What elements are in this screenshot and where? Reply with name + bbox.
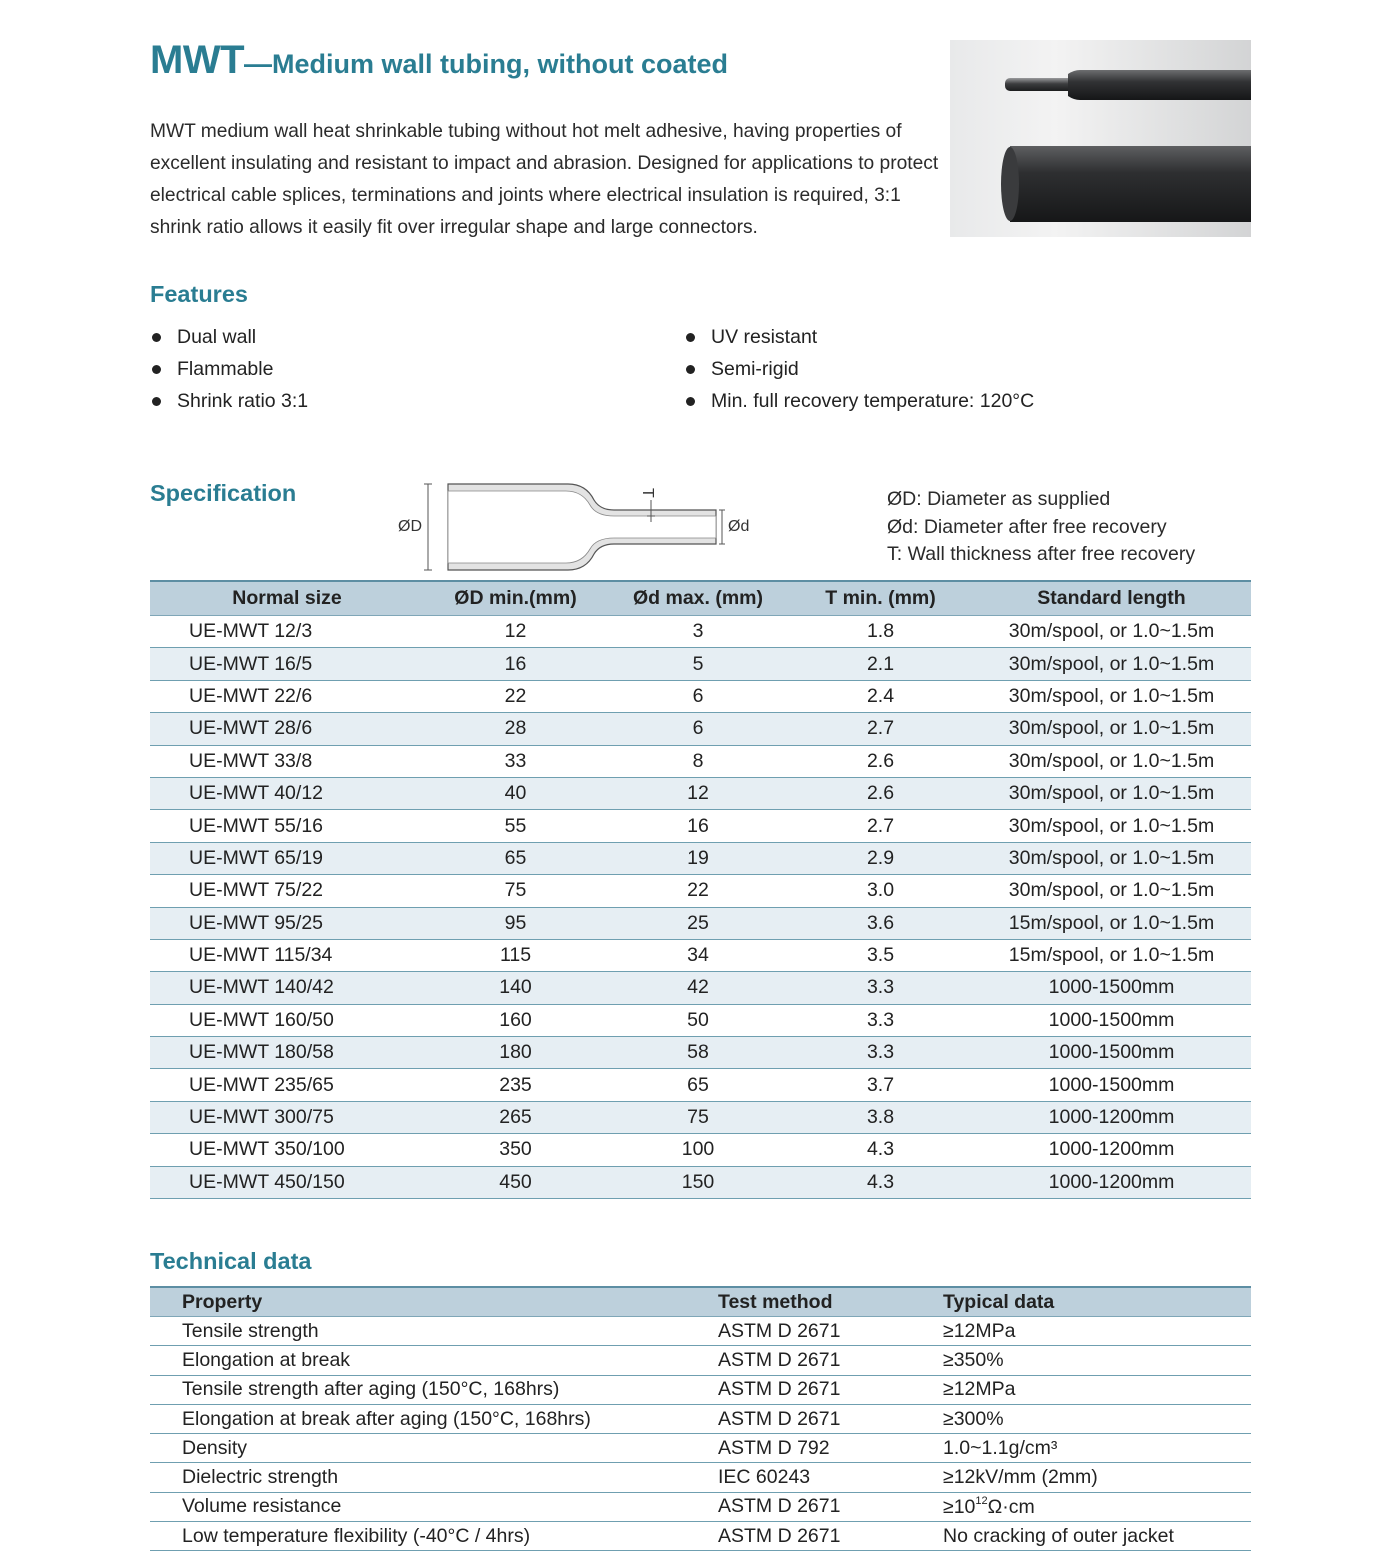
table-cell: Tensile strength after aging (150°C, 168hrs) (150, 1375, 718, 1404)
table-cell: 1000-1500mm (972, 1069, 1251, 1101)
table-cell: ASTM D 2671 (718, 1404, 943, 1433)
table-cell: 1000-1200mm (972, 1166, 1251, 1198)
table-cell: ASTM D 2671 (718, 1522, 943, 1551)
table-row (150, 842, 1251, 874)
table-cell: 6 (607, 713, 789, 745)
volume-base: ≥10 (943, 1495, 976, 1518)
table-cell: UE-MWT 180/58 (150, 1037, 424, 1069)
table-cell: 50 (607, 1004, 789, 1036)
table-cell: UE-MWT 75/22 (150, 875, 424, 907)
column-header: ØD min.(mm) (424, 581, 607, 616)
column-header: Standard length (972, 581, 1251, 616)
table-cell: UE-MWT 235/65 (150, 1069, 424, 1101)
product-subtitle: Medium wall tubing, without coated (272, 49, 728, 79)
table-cell: 2.7 (789, 713, 972, 745)
table-cell: 2.6 (789, 745, 972, 777)
table-cell: 100 (607, 1134, 789, 1166)
table-row (150, 1346, 1251, 1375)
table-cell: 265 (424, 1101, 607, 1133)
diagram-label-d: Ød (728, 518, 750, 535)
table-cell: 30m/spool, or 1.0~1.5m (972, 745, 1251, 777)
table-cell: 15m/spool, or 1.0~1.5m (972, 939, 1251, 971)
table-cell: 4.3 (789, 1166, 972, 1198)
table-row (150, 680, 1251, 712)
table-cell: 1000-1500mm (972, 972, 1251, 1004)
legend-item: ØD: Diameter as supplied (887, 488, 1111, 510)
table-cell: 30m/spool, or 1.0~1.5m (972, 842, 1251, 874)
table-cell: ASTM D 2671 (718, 1317, 943, 1346)
specification-table (150, 580, 1251, 1199)
table-cell: 3.3 (789, 1037, 972, 1069)
table-cell: 28 (424, 713, 607, 745)
table-cell: 16 (607, 810, 789, 842)
table-cell: 140 (424, 972, 607, 1004)
table-cell: 75 (424, 875, 607, 907)
specification-legend (887, 486, 1195, 569)
column-header: T min. (mm) (789, 581, 972, 616)
table-cell: ASTM D 792 (718, 1434, 943, 1463)
table-row (150, 1522, 1251, 1551)
table-cell: 22 (424, 680, 607, 712)
table-row (150, 1434, 1251, 1463)
table-cell: No cracking of outer jacket (943, 1522, 1251, 1551)
table-cell: 30m/spool, or 1.0~1.5m (972, 616, 1251, 648)
table-row (150, 1134, 1251, 1166)
feature-item: Flammable (150, 353, 308, 385)
column-header: Ød max. (mm) (607, 581, 789, 616)
technical-table (150, 1286, 1251, 1551)
table-cell: UE-MWT 95/25 (150, 907, 424, 939)
table-cell: 235 (424, 1069, 607, 1101)
table-cell: 42 (607, 972, 789, 1004)
table-cell: ≥12MPa (943, 1375, 1251, 1404)
feature-item: Min. full recovery temperature: 120°C (684, 385, 1034, 417)
table-cell: 350 (424, 1134, 607, 1166)
table-cell: 75 (607, 1101, 789, 1133)
table-cell: 1000-1500mm (972, 1004, 1251, 1036)
table-cell: ASTM D 2671 (718, 1375, 943, 1404)
table-cell: 19 (607, 842, 789, 874)
table-row (150, 745, 1251, 777)
table-cell: ASTM D 2671 (718, 1346, 943, 1375)
features-heading: Features (150, 281, 248, 307)
table-cell: 55 (424, 810, 607, 842)
table-cell: 1000-1500mm (972, 1037, 1251, 1069)
title-dash: — (244, 48, 273, 79)
column-header: Normal size (150, 581, 424, 616)
feature-item: Dual wall (150, 321, 308, 353)
table-cell: ASTM D 2671 (718, 1492, 943, 1521)
table-cell: 1.8 (789, 616, 972, 648)
table-cell: 3.6 (789, 907, 972, 939)
table-row (150, 907, 1251, 939)
table-cell: 1000-1200mm (972, 1134, 1251, 1166)
table-cell: UE-MWT 22/6 (150, 680, 424, 712)
table-cell: UE-MWT 140/42 (150, 972, 424, 1004)
table-row (150, 1101, 1251, 1133)
table-cell: UE-MWT 450/150 (150, 1166, 424, 1198)
table-cell: 12 (424, 616, 607, 648)
table-cell: ≥350% (943, 1346, 1251, 1375)
table-row (150, 1404, 1251, 1433)
table-cell: 1.0~1.1g/cm³ (943, 1434, 1251, 1463)
legend-item: Ød: Diameter after free recovery (887, 515, 1167, 538)
volume-exponent: 12 (975, 1494, 988, 1507)
table-cell: 8 (607, 745, 789, 777)
column-header: Typical data (943, 1287, 1251, 1317)
table-row (150, 648, 1251, 680)
intro-paragraph: MWT medium wall heat shrinkable tubing without hot melt adhesive, having properties of excellent insulating and resistant to impact and abrasion. Designed for applications to protect electrical cable splices, terminations and joints where electrical insulation is required, 3:1 shrink ratio allows it easily fit over irregular shape and large connectors. (150, 121, 939, 238)
table-cell: 25 (607, 907, 789, 939)
product-code: MWT (150, 38, 245, 82)
table-cell: UE-MWT 12/3 (150, 616, 424, 648)
bullet-icon (152, 333, 161, 342)
table-cell: 150 (607, 1166, 789, 1198)
table-header-row (150, 581, 1251, 616)
table-cell: 115 (424, 939, 607, 971)
table-row (150, 1492, 1251, 1521)
table-cell: Tensile strength (150, 1317, 718, 1346)
table-cell: 16 (424, 648, 607, 680)
table-cell: UE-MWT 160/50 (150, 1004, 424, 1036)
table-cell: Density (150, 1434, 718, 1463)
table-cell: UE-MWT 65/19 (150, 842, 424, 874)
table-cell: 65 (424, 842, 607, 874)
table-cell: UE-MWT 55/16 (150, 810, 424, 842)
volume-unit: Ω·cm (987, 1495, 1035, 1518)
table-row (150, 875, 1251, 907)
table-cell: 22 (607, 875, 789, 907)
feature-item: Shrink ratio 3:1 (150, 385, 308, 417)
page-title (150, 38, 728, 83)
table-cell: UE-MWT 300/75 (150, 1101, 424, 1133)
table-cell: 3.0 (789, 875, 972, 907)
table-cell: 4.3 (789, 1134, 972, 1166)
table-cell: 2.6 (789, 777, 972, 809)
table-cell: IEC 60243 (718, 1463, 943, 1492)
technical-heading: Technical data (150, 1248, 312, 1274)
column-header: Test method (718, 1287, 943, 1317)
table-cell: UE-MWT 28/6 (150, 713, 424, 745)
table-cell: 450 (424, 1166, 607, 1198)
table-cell (943, 1492, 1251, 1521)
table-cell: 180 (424, 1037, 607, 1069)
table-cell: 33 (424, 745, 607, 777)
table-row (150, 1037, 1251, 1069)
features-list-right (684, 321, 1034, 417)
table-header-row (150, 1287, 1251, 1317)
table-cell: UE-MWT 40/12 (150, 777, 424, 809)
bullet-icon (686, 397, 695, 406)
table-cell: 2.4 (789, 680, 972, 712)
table-cell: 58 (607, 1037, 789, 1069)
table-cell: 3.5 (789, 939, 972, 971)
diagram-label-D: ØD (398, 518, 422, 535)
table-cell: 30m/spool, or 1.0~1.5m (972, 680, 1251, 712)
table-row (150, 1004, 1251, 1036)
table-cell: Volume resistance (150, 1492, 718, 1521)
table-row (150, 1375, 1251, 1404)
table-cell: 3.3 (789, 1004, 972, 1036)
table-cell: 2.7 (789, 810, 972, 842)
table-cell: Dielectric strength (150, 1463, 718, 1492)
table-row (150, 939, 1251, 971)
table-cell: UE-MWT 115/34 (150, 939, 424, 971)
feature-item: UV resistant (684, 321, 1034, 353)
table-cell: 160 (424, 1004, 607, 1036)
table-cell: 30m/spool, or 1.0~1.5m (972, 777, 1251, 809)
table-row (150, 713, 1251, 745)
table-cell: UE-MWT 33/8 (150, 745, 424, 777)
specification-heading: Specification (150, 480, 297, 506)
table-row (150, 1463, 1251, 1492)
bullet-icon (152, 397, 161, 406)
table-cell: Low temperature flexibility (-40°C / 4hrs) (150, 1522, 718, 1551)
table-cell: 3 (607, 616, 789, 648)
table-cell: 30m/spool, or 1.0~1.5m (972, 648, 1251, 680)
feature-item: Semi-rigid (684, 353, 1034, 385)
table-cell: 3.7 (789, 1069, 972, 1101)
table-cell: 15m/spool, or 1.0~1.5m (972, 907, 1251, 939)
table-row (150, 777, 1251, 809)
tube-dimension-diagram (390, 478, 770, 578)
table-cell: ≥300% (943, 1404, 1251, 1433)
table-cell: 34 (607, 939, 789, 971)
table-cell: ≥12MPa (943, 1317, 1251, 1346)
table-row (150, 1317, 1251, 1346)
table-cell: 30m/spool, or 1.0~1.5m (972, 875, 1251, 907)
table-cell: Elongation at break (150, 1346, 718, 1375)
table-cell: 2.1 (789, 648, 972, 680)
table-cell: 5 (607, 648, 789, 680)
table-cell: 1000-1200mm (972, 1101, 1251, 1133)
table-cell: 3.8 (789, 1101, 972, 1133)
table-cell: 3.3 (789, 972, 972, 1004)
bullet-icon (152, 365, 161, 374)
table-cell: 30m/spool, or 1.0~1.5m (972, 810, 1251, 842)
table-row (150, 1069, 1251, 1101)
bullet-icon (686, 333, 695, 342)
table-cell: 12 (607, 777, 789, 809)
features-list-left (150, 321, 308, 417)
table-cell: 30m/spool, or 1.0~1.5m (972, 713, 1251, 745)
table-cell: Elongation at break after aging (150°C, 168hrs) (150, 1404, 718, 1433)
legend-item: T: Wall thickness after free recovery (887, 543, 1196, 565)
table-row (150, 616, 1251, 648)
product-photo (950, 40, 1251, 237)
table-cell: 2.9 (789, 842, 972, 874)
table-row (150, 972, 1251, 1004)
table-row (150, 810, 1251, 842)
table-cell: 65 (607, 1069, 789, 1101)
table-cell: 95 (424, 907, 607, 939)
table-cell: ≥12kV/mm (2mm) (943, 1463, 1251, 1492)
column-header: Property (150, 1287, 718, 1317)
diagram-label-T: T (639, 488, 656, 498)
table-cell: 40 (424, 777, 607, 809)
table-cell: UE-MWT 350/100 (150, 1134, 424, 1166)
table-row (150, 1166, 1251, 1198)
table-cell: 6 (607, 680, 789, 712)
table-cell: UE-MWT 16/5 (150, 648, 424, 680)
bullet-icon (686, 365, 695, 374)
